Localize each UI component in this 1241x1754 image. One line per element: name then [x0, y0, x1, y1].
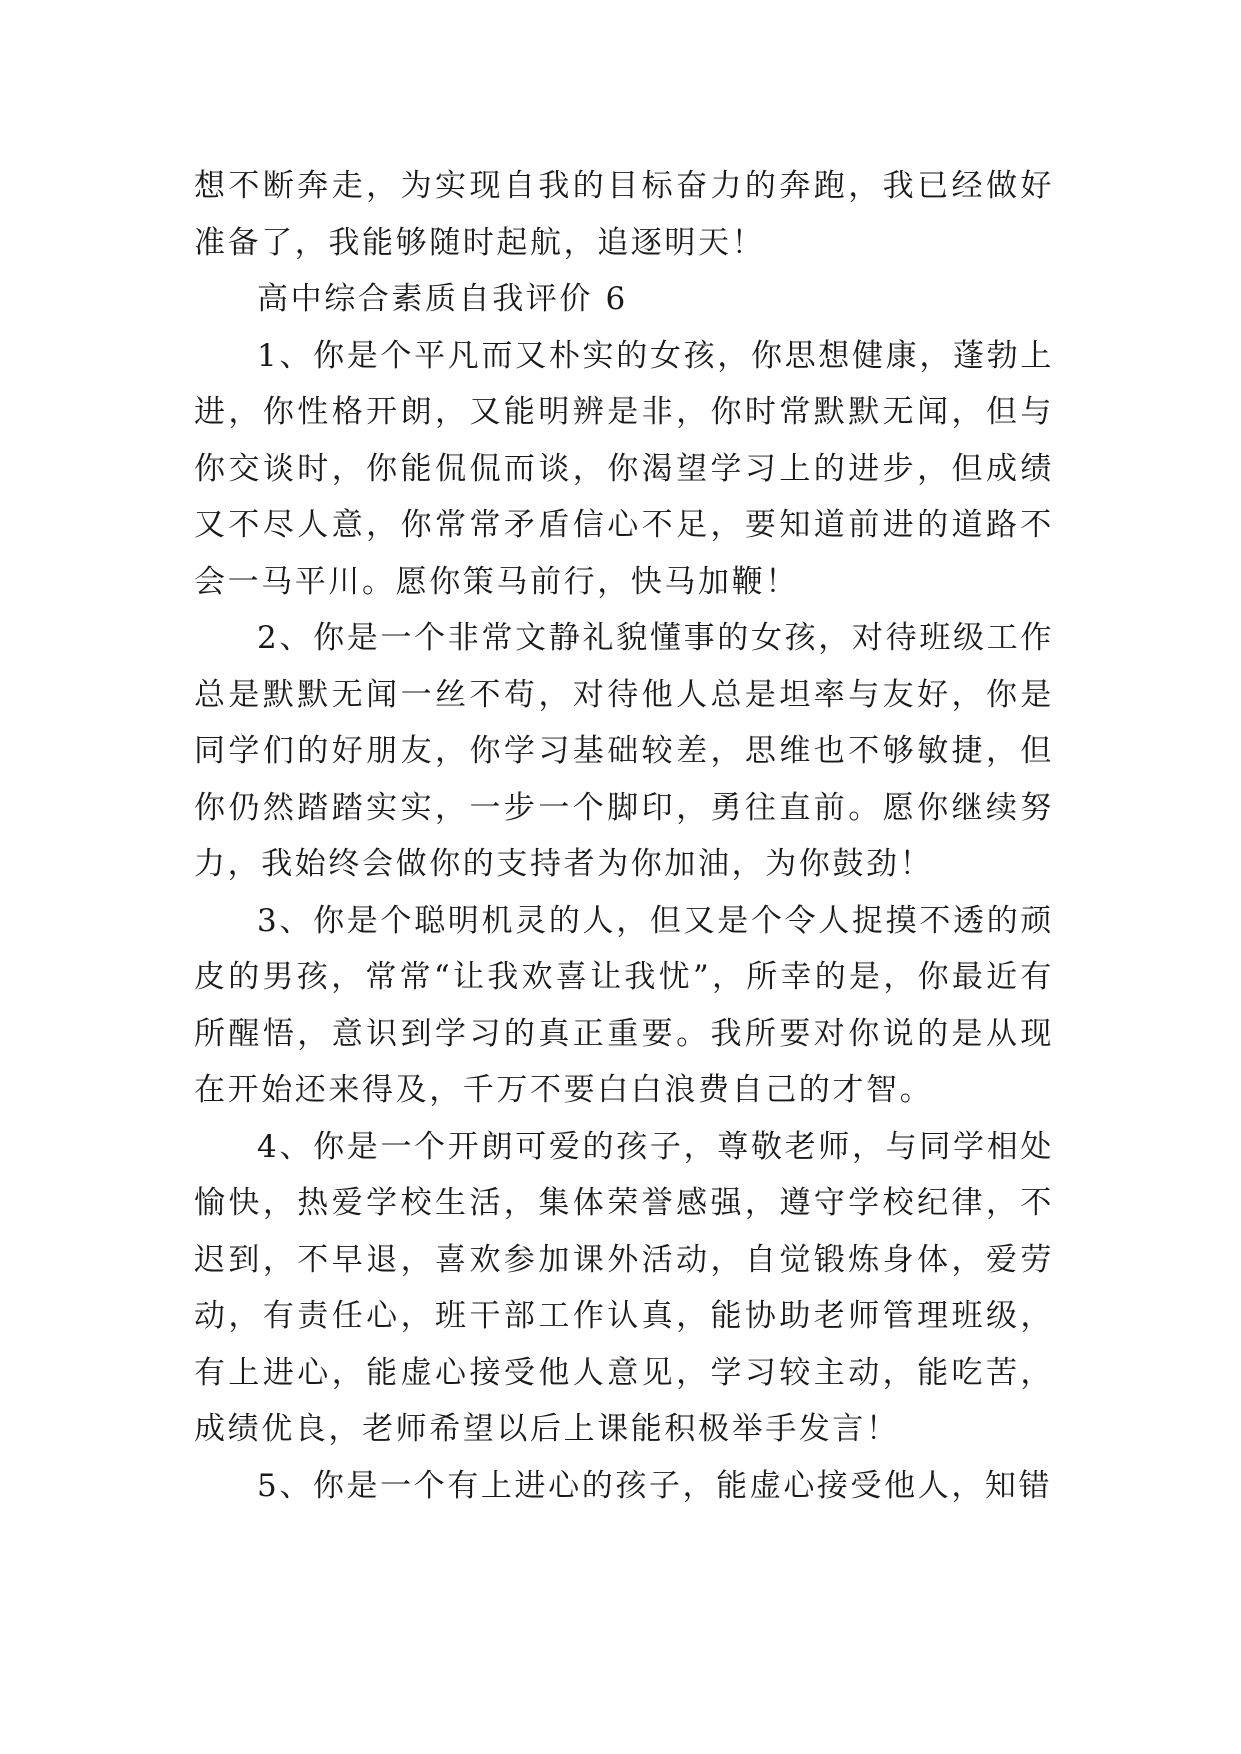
paragraph-continuation: 想不断奔走，为实现自我的目标奋力的奔跑，我已经做好准备了，我能够随时起航，追逐明天！	[194, 168, 1054, 261]
paragraph-item-4: 4、你是一个开朗可爱的孩子，尊敬老师，与同学相处愉快，热爱学校生活，集体荣誉感强，遵守学校纪律，不迟到，不早退，喜欢参加课外活动，自觉锻炼身体，爱劳动，有责任心，班干部工作认真，能协助老师管理班级，有上进心，能虚心接受他人意见，学习较主动，能吃苦，成绩优良，老师希望以后上课能积极举手发言！	[194, 1128, 1054, 1447]
section-heading: 高中综合素质自我评价 6	[257, 281, 628, 317]
paragraph-item-3: 3、你是个聪明机灵的人，但又是个令人捉摸不透的顽皮的男孩，常常“让我欢喜让我忧”，所幸的是，你最近有所醒悟，意识到学习的真正重要。我所要对你说的是从现在开始还来得及，千万不要白白浪费自己的才智。	[194, 902, 1054, 1108]
document-body	[194, 158, 1054, 1514]
paragraph-item-5: 5、你是一个有上进心的孩子，能虚心接受他人，知错	[257, 1467, 1053, 1504]
paragraph-item-1: 1、你是个平凡而又朴实的女孩，你思想健康，蓬勃上进，你性格开朗，又能明辨是非，你时常默默无闻，但与你交谈时，你能侃侃而谈，你渴望学习上的进步，但成绩又不尽人意，你常常矛盾信心不足，要知道前进的道路不会一马平川。愿你策马前行，快马加鞭！	[194, 337, 1054, 600]
paragraph-item-2: 2、你是一个非常文静礼貌懂事的女孩，对待班级工作总是默默无闻一丝不苟，对待他人总是坦率与友好，你是同学们的好朋友，你学习基础较差，思维也不够敏捷，但你仍然踏踏实实，一步一个脚印，勇往直前。愿你继续努力，我始终会做你的支持者为你加油，为你鼓劲！	[194, 620, 1054, 882]
